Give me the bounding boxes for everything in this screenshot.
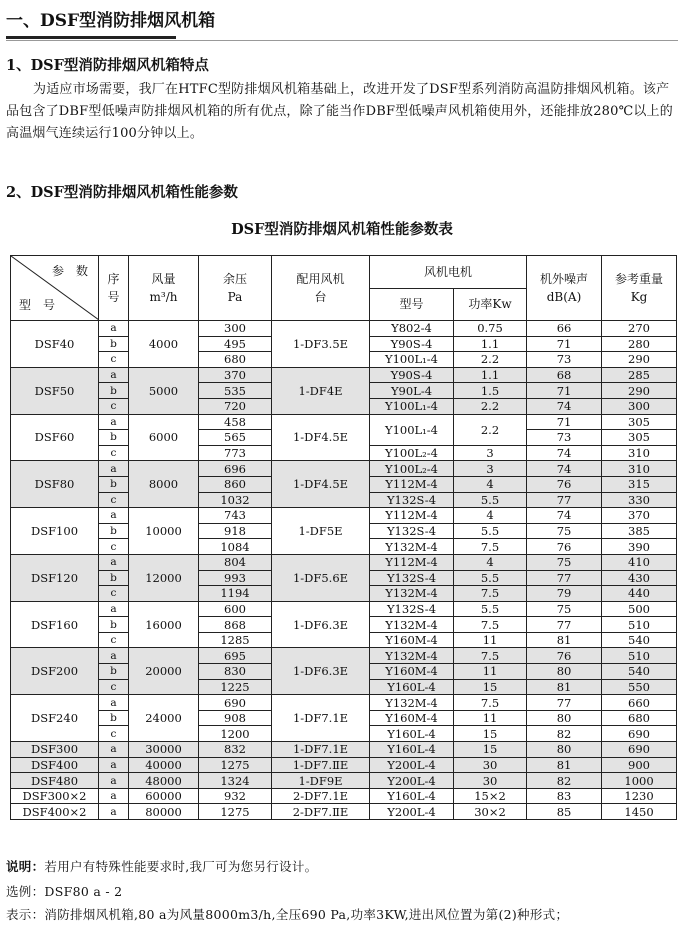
motor-power-cell: 30 (454, 757, 527, 773)
noise-cell: 80 (527, 742, 602, 758)
motor-power-cell: 15 (454, 742, 527, 758)
seq-cell: a (99, 508, 129, 524)
weight-cell: 690 (602, 726, 677, 742)
weight-cell: 440 (602, 586, 677, 602)
fan-cell: 1-DF9E (272, 773, 370, 789)
pressure-cell: 1275 (199, 804, 272, 820)
flow-cell: 24000 (129, 695, 199, 742)
pressure-cell: 300 (199, 321, 272, 337)
motor-model-cell: Y802-4 (370, 321, 454, 337)
weight-cell: 690 (602, 742, 677, 758)
table-row (11, 742, 677, 758)
seq-cell: c (99, 445, 129, 461)
seq-cell: a (99, 648, 129, 664)
pressure-cell: 720 (199, 398, 272, 414)
weight-cell: 300 (602, 398, 677, 414)
table-row (11, 367, 677, 383)
seq-cell: b (99, 710, 129, 726)
model-cell: DSF40 (11, 321, 99, 368)
motor-model-header: 型号 (370, 288, 454, 321)
motor-power-cell: 3 (454, 445, 527, 461)
motor-power-cell: 1.5 (454, 383, 527, 399)
heading-underline (6, 36, 176, 39)
motor-model-cell: Y100L₂-4 (370, 445, 454, 461)
motor-power-cell: 15 (454, 679, 527, 695)
motor-power-cell: 3 (454, 461, 527, 477)
table-row (11, 773, 677, 789)
model-cell: DSF300 (11, 742, 99, 758)
motor-power-cell: 4 (454, 508, 527, 524)
pressure-cell: 743 (199, 508, 272, 524)
motor-model-cell: Y112M-4 (370, 476, 454, 492)
flow-cell: 80000 (129, 804, 199, 820)
table-body (11, 321, 677, 820)
table-row (11, 321, 677, 337)
noise-cell: 75 (527, 554, 602, 570)
motor-power-cell: 30×2 (454, 804, 527, 820)
seq-cell: a (99, 788, 129, 804)
motor-power-header: 功率Kw (454, 288, 527, 321)
motor-power-cell: 5.5 (454, 601, 527, 617)
motor-power-cell: 2.2 (454, 352, 527, 368)
weight-cell: 1230 (602, 788, 677, 804)
note-3-text: 消防排烟风机箱,80 a为风量8000m3/h,全压690 Pa,功率3KW,进出风位置为第(2)种形式； (44, 907, 569, 922)
motor-power-cell: 11 (454, 664, 527, 680)
motor-model-cell: Y160L-4 (370, 679, 454, 695)
motor-model-cell: Y132S-4 (370, 492, 454, 508)
noise-cell: 73 (527, 430, 602, 446)
seq-cell: c (99, 352, 129, 368)
motor-power-cell: 11 (454, 632, 527, 648)
noise-cell: 75 (527, 601, 602, 617)
weight-cell: 370 (602, 508, 677, 524)
table-row (11, 414, 677, 430)
seq-cell: a (99, 414, 129, 430)
flow-unit: m³/h (149, 290, 178, 304)
noise-cell: 77 (527, 570, 602, 586)
motor-model-cell: Y132S-4 (370, 601, 454, 617)
pressure-cell: 370 (199, 367, 272, 383)
weight-cell: 660 (602, 695, 677, 711)
note-2-label: 选例： (6, 884, 45, 899)
motor-power-cell: 15 (454, 726, 527, 742)
pressure-cell: 860 (199, 476, 272, 492)
table-row (11, 804, 677, 820)
seq-cell: c (99, 492, 129, 508)
weight-cell: 270 (602, 321, 677, 337)
weight-cell: 510 (602, 617, 677, 633)
model-label: 型 号 (19, 298, 56, 312)
noise-cell: 82 (527, 726, 602, 742)
model-cell: DSF400 (11, 757, 99, 773)
motor-model-cell: Y132M-4 (370, 695, 454, 711)
weight-cell: 305 (602, 414, 677, 430)
param-label: 参 数 (51, 264, 88, 278)
pressure-cell: 1084 (199, 539, 272, 555)
page-heading: 一、DSF型消防排烟风机箱 (6, 11, 216, 31)
motor-power-cell: 1.1 (454, 336, 527, 352)
model-cell: DSF200 (11, 648, 99, 695)
note-1-label: 说明： (6, 859, 45, 874)
motor-power-cell: 4 (454, 554, 527, 570)
pressure-cell: 696 (199, 461, 272, 477)
noise-cell: 83 (527, 788, 602, 804)
seq-cell: c (99, 398, 129, 414)
motor-header: 风机电机 (370, 256, 527, 289)
motor-model-cell: Y160L-4 (370, 788, 454, 804)
pressure-cell: 535 (199, 383, 272, 399)
seq-cell: b (99, 430, 129, 446)
noise-label: 机外噪声 (540, 272, 589, 286)
note-line-1 (6, 857, 317, 875)
noise-cell: 76 (527, 539, 602, 555)
noise-cell: 81 (527, 757, 602, 773)
motor-model-cell: Y132M-4 (370, 586, 454, 602)
weight-cell: 310 (602, 445, 677, 461)
weight-cell: 280 (602, 336, 677, 352)
motor-model-cell: Y100L₁-4 (370, 398, 454, 414)
noise-cell: 76 (527, 648, 602, 664)
pressure-cell: 773 (199, 445, 272, 461)
motor-power-cell: 7.5 (454, 617, 527, 633)
noise-cell: 68 (527, 367, 602, 383)
model-cell: DSF400×2 (11, 804, 99, 820)
noise-cell: 81 (527, 632, 602, 648)
noise-cell: 71 (527, 383, 602, 399)
fan-cell: 1-DF7.ⅡE (272, 757, 370, 773)
motor-model-cell: Y160M-4 (370, 632, 454, 648)
flow-header (129, 256, 199, 321)
performance-table (10, 255, 677, 820)
weight-label: 参考重量 (615, 272, 664, 286)
fan-header: 配用风机 台 (272, 256, 370, 321)
motor-model-cell: Y200L-4 (370, 804, 454, 820)
model-cell: DSF160 (11, 601, 99, 648)
fan-cell: 1-DF5.6E (272, 554, 370, 601)
pressure-cell: 565 (199, 430, 272, 446)
motor-model-cell: Y132M-4 (370, 539, 454, 555)
seq-cell: a (99, 554, 129, 570)
pressure-cell: 600 (199, 601, 272, 617)
paragraph-text: 为适应市场需要，我厂在HTFC型防排烟风机箱基础上，改进开发了DSF型系列消防高温防排烟风机箱。该产品包含了DBF型低噪声防排烟风机箱的所有优点，除了能当作DBF型低噪声风机箱使用外，还能排放280℃以上的高温烟气连续运行100分钟以上。 (6, 82, 673, 141)
section-2-title: 2、DSF型消防排烟风机箱性能参数 (6, 184, 238, 201)
model-cell: DSF80 (11, 461, 99, 508)
flow-cell: 8000 (129, 461, 199, 508)
model-cell: DSF480 (11, 773, 99, 789)
fan-cell: 1-DF4E (272, 367, 370, 414)
seq-cell: b (99, 476, 129, 492)
weight-cell: 310 (602, 461, 677, 477)
seq-cell: a (99, 742, 129, 758)
motor-power-cell: 7.5 (454, 539, 527, 555)
motor-model-cell: Y160L-4 (370, 726, 454, 742)
table-row (11, 648, 677, 664)
motor-power-cell: 15×2 (454, 788, 527, 804)
motor-power-cell: 7.5 (454, 648, 527, 664)
motor-power-cell: 2.2 (454, 398, 527, 414)
fan-cell: 1-DF7.1E (272, 742, 370, 758)
table-row (11, 757, 677, 773)
fan-cell: 1-DF5E (272, 508, 370, 555)
flow-cell: 40000 (129, 757, 199, 773)
seq-cell: a (99, 757, 129, 773)
motor-model-cell: Y132S-4 (370, 570, 454, 586)
weight-cell: 510 (602, 648, 677, 664)
weight-cell: 390 (602, 539, 677, 555)
motor-power-cell: 7.5 (454, 586, 527, 602)
motor-power-cell: 5.5 (454, 570, 527, 586)
noise-cell: 74 (527, 508, 602, 524)
pressure-cell: 1032 (199, 492, 272, 508)
model-cell: DSF120 (11, 554, 99, 601)
pressure-unit: Pa (227, 290, 243, 304)
seq-cell: b (99, 336, 129, 352)
noise-cell: 71 (527, 336, 602, 352)
section-1-paragraph (6, 79, 678, 145)
flow-cell: 60000 (129, 788, 199, 804)
weight-cell: 540 (602, 632, 677, 648)
pressure-cell: 1200 (199, 726, 272, 742)
flow-cell: 48000 (129, 773, 199, 789)
pressure-cell: 932 (199, 788, 272, 804)
model-cell: DSF100 (11, 508, 99, 555)
noise-cell: 80 (527, 710, 602, 726)
flow-cell: 5000 (129, 367, 199, 414)
motor-model-cell: Y100L₁-4 (370, 352, 454, 368)
motor-model-cell: Y132M-4 (370, 648, 454, 664)
seq-cell: a (99, 601, 129, 617)
flow-label: 风量 (151, 272, 176, 286)
noise-cell: 82 (527, 773, 602, 789)
pressure-header (199, 256, 272, 321)
seq-cell: a (99, 804, 129, 820)
seq-cell: b (99, 383, 129, 399)
noise-cell: 66 (527, 321, 602, 337)
motor-model-cell: Y90S-4 (370, 367, 454, 383)
noise-cell: 77 (527, 492, 602, 508)
noise-cell: 81 (527, 679, 602, 695)
note-3-label: 表示： (6, 907, 45, 922)
seq-cell: c (99, 632, 129, 648)
seq-cell: c (99, 679, 129, 695)
motor-power-cell: 30 (454, 773, 527, 789)
fan-cell: 1-DF7.1E (272, 695, 370, 742)
weight-header (602, 256, 677, 321)
motor-model-cell: Y200L-4 (370, 757, 454, 773)
noise-header (527, 256, 602, 321)
motor-model-cell: Y160L-4 (370, 742, 454, 758)
weight-cell: 410 (602, 554, 677, 570)
model-cell: DSF50 (11, 367, 99, 414)
note-line-3 (6, 905, 568, 923)
pressure-cell: 1285 (199, 632, 272, 648)
noise-cell: 71 (527, 414, 602, 430)
motor-model-cell: Y112M-4 (370, 554, 454, 570)
noise-cell: 75 (527, 523, 602, 539)
pressure-cell: 868 (199, 617, 272, 633)
seq-cell: b (99, 523, 129, 539)
seq-cell: c (99, 726, 129, 742)
table-row (11, 508, 677, 524)
weight-cell: 330 (602, 492, 677, 508)
table-title: DSF型消防排烟风机箱性能参数表 (231, 221, 453, 238)
flow-cell: 20000 (129, 648, 199, 695)
motor-power-cell: 0.75 (454, 321, 527, 337)
pressure-cell: 1225 (199, 679, 272, 695)
table-row (11, 788, 677, 804)
pressure-cell: 680 (199, 352, 272, 368)
pressure-cell: 458 (199, 414, 272, 430)
noise-cell: 77 (527, 617, 602, 633)
weight-cell: 385 (602, 523, 677, 539)
motor-power-cell: 4 (454, 476, 527, 492)
flow-cell: 30000 (129, 742, 199, 758)
pressure-label: 余压 (222, 272, 247, 286)
weight-cell: 1450 (602, 804, 677, 820)
weight-cell: 1000 (602, 773, 677, 789)
seq-cell: a (99, 367, 129, 383)
motor-model-cell: Y100L₂-4 (370, 461, 454, 477)
motor-model-cell: Y90L-4 (370, 383, 454, 399)
motor-model-cell: Y200L-4 (370, 773, 454, 789)
motor-power-cell: 11 (454, 710, 527, 726)
model-cell: DSF300×2 (11, 788, 99, 804)
model-cell: DSF60 (11, 414, 99, 461)
fan-cell: 2-DF7.ⅡE (272, 804, 370, 820)
section-1-title: 1、DSF型消防排烟风机箱特点 (6, 57, 209, 74)
seq-cell: b (99, 617, 129, 633)
seq-cell: a (99, 461, 129, 477)
table-row (11, 601, 677, 617)
pressure-cell: 690 (199, 695, 272, 711)
motor-model-cell: Y132M-4 (370, 617, 454, 633)
noise-cell: 73 (527, 352, 602, 368)
table-row (11, 461, 677, 477)
seq-header: 序 号 (99, 256, 129, 321)
pressure-cell: 993 (199, 570, 272, 586)
pressure-cell: 695 (199, 648, 272, 664)
noise-cell: 77 (527, 695, 602, 711)
fan-cell: 1-DF6.3E (272, 601, 370, 648)
motor-model-cell: Y132S-4 (370, 523, 454, 539)
performance-table-wrapper (10, 255, 676, 820)
pressure-cell: 1324 (199, 773, 272, 789)
seq-cell: a (99, 695, 129, 711)
weight-cell: 290 (602, 383, 677, 399)
motor-power-cell: 1.1 (454, 367, 527, 383)
noise-cell: 74 (527, 445, 602, 461)
flow-cell: 4000 (129, 321, 199, 368)
motor-model-cell: Y100L₁-4 (370, 414, 454, 445)
noise-cell: 74 (527, 398, 602, 414)
weight-cell: 430 (602, 570, 677, 586)
noise-cell: 85 (527, 804, 602, 820)
noise-cell: 74 (527, 461, 602, 477)
motor-model-cell: Y160M-4 (370, 664, 454, 680)
weight-cell: 500 (602, 601, 677, 617)
weight-cell: 900 (602, 757, 677, 773)
seq-cell: b (99, 570, 129, 586)
motor-power-cell: 5.5 (454, 492, 527, 508)
motor-model-cell: Y112M-4 (370, 508, 454, 524)
model-cell: DSF240 (11, 695, 99, 742)
motor-power-cell: 7.5 (454, 695, 527, 711)
flow-cell: 12000 (129, 554, 199, 601)
note-2-text: DSF80 a - 2 (44, 884, 123, 899)
note-line-2 (6, 882, 122, 900)
weight-cell: 315 (602, 476, 677, 492)
seq-cell: c (99, 539, 129, 555)
fan-cell: 1-DF6.3E (272, 648, 370, 695)
note-1-text: 若用户有特殊性能要求时,我厂可为您另行设计。 (44, 859, 318, 874)
flow-cell: 16000 (129, 601, 199, 648)
pressure-cell: 908 (199, 710, 272, 726)
param-model-corner (11, 256, 99, 321)
weight-cell: 680 (602, 710, 677, 726)
table-row (11, 554, 677, 570)
weight-cell: 305 (602, 430, 677, 446)
table-row (11, 695, 677, 711)
flow-cell: 10000 (129, 508, 199, 555)
pressure-cell: 1275 (199, 757, 272, 773)
noise-unit: dB(A) (546, 290, 582, 304)
pressure-cell: 918 (199, 523, 272, 539)
motor-model-cell: Y160M-4 (370, 710, 454, 726)
pressure-cell: 830 (199, 664, 272, 680)
fan-cell: 1-DF4.5E (272, 461, 370, 508)
pressure-cell: 804 (199, 554, 272, 570)
noise-cell: 76 (527, 476, 602, 492)
seq-cell: c (99, 586, 129, 602)
weight-cell: 285 (602, 367, 677, 383)
seq-cell: a (99, 321, 129, 337)
seq-cell: a (99, 773, 129, 789)
fan-cell: 1-DF3.5E (272, 321, 370, 368)
weight-cell: 290 (602, 352, 677, 368)
weight-cell: 540 (602, 664, 677, 680)
weight-cell: 550 (602, 679, 677, 695)
fan-cell: 2-DF7.1E (272, 788, 370, 804)
seq-cell: b (99, 664, 129, 680)
pressure-cell: 832 (199, 742, 272, 758)
fan-cell: 1-DF4.5E (272, 414, 370, 461)
motor-power-cell: 5.5 (454, 523, 527, 539)
heading-divider (6, 40, 678, 41)
weight-unit: Kg (630, 290, 648, 304)
pressure-cell: 495 (199, 336, 272, 352)
motor-power-cell: 2.2 (454, 414, 527, 445)
noise-cell: 80 (527, 664, 602, 680)
flow-cell: 6000 (129, 414, 199, 461)
noise-cell: 79 (527, 586, 602, 602)
pressure-cell: 1194 (199, 586, 272, 602)
motor-model-cell: Y90S-4 (370, 336, 454, 352)
